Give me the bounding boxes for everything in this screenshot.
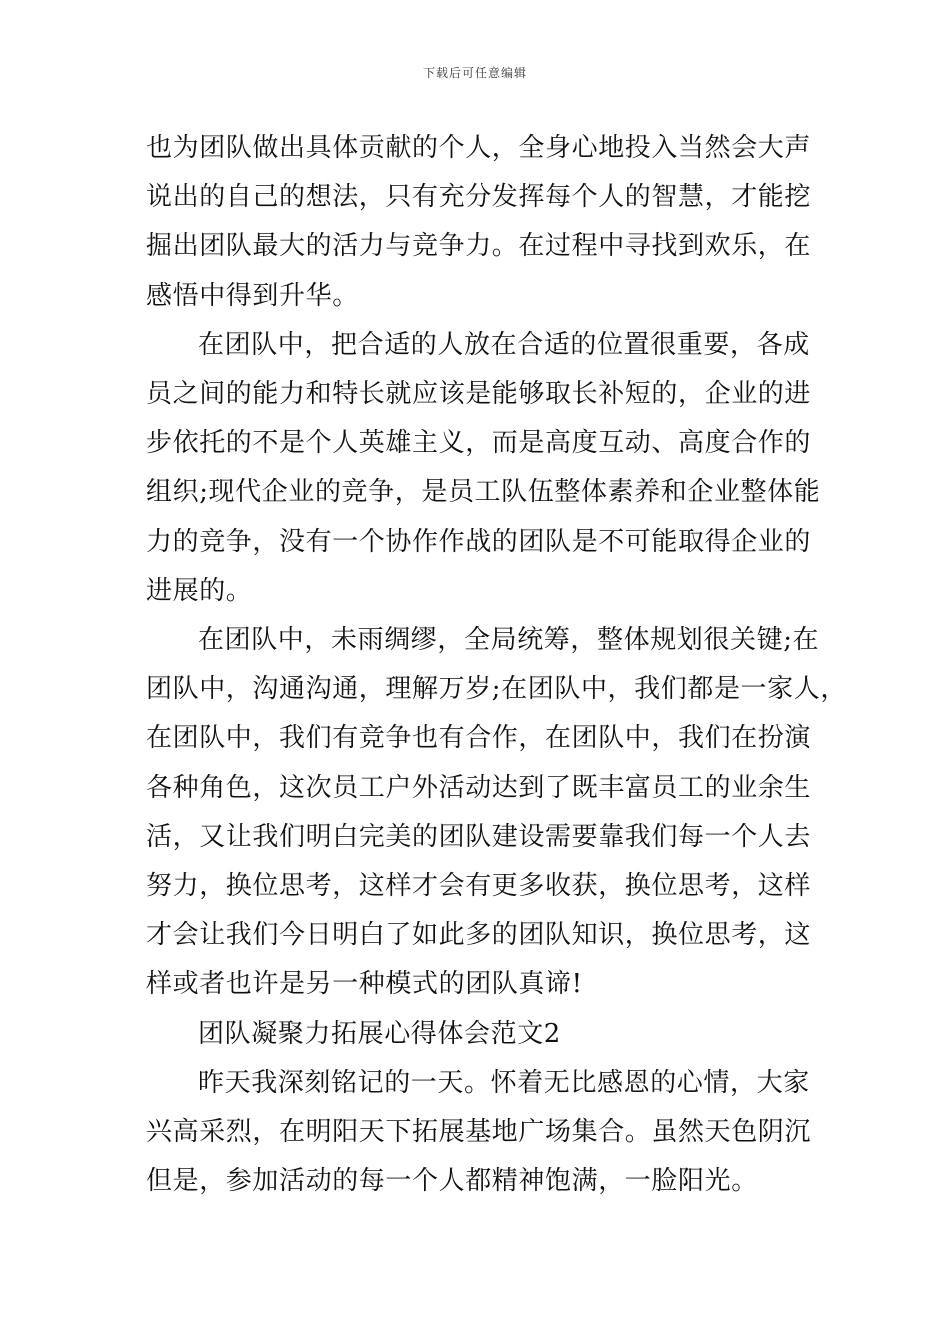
text-line: 在团队中，把合适的人放在合适的位置很重要，各成 <box>198 329 810 360</box>
text-line: 进展的。 <box>146 575 253 606</box>
text-line: 也为团队做出具体贡献的个人，全身心地投入当然会大声 <box>146 133 812 163</box>
text-line: 才会让我们今日明白了如此多的团队知识，换位思考，这 <box>146 920 812 951</box>
text-line: 在团队中，未雨绸缪，全局统筹，整体规划很关键;在 <box>198 625 820 656</box>
paragraph-yesterday <box>146 1059 818 1207</box>
text-line: 步依托的不是个人英雄主义，而是高度互动、高度合作的 <box>146 428 812 459</box>
text-line: 掘出团队最大的活力与竞争力。在过程中寻找到欢乐，在 <box>146 231 812 262</box>
text-line: 样或者也许是另一种模式的团队真谛! <box>146 969 583 1000</box>
page-header: 下载后可任意编辑 <box>422 66 527 80</box>
text-line: 兴高采烈，在明阳天下拓展基地广场集合。虽然天色阴沉 <box>146 1117 812 1148</box>
text-line: 活，又让我们明白完美的团队建设需要靠我们每一个人去 <box>146 821 812 852</box>
paragraph-continuation <box>146 124 818 321</box>
text-line: 组织;现代企业的竞争，是员工队伍整体素养和企业整体能 <box>146 477 821 508</box>
text-line: 团队中，沟通沟通，理解万岁;在团队中，我们都是一家人， <box>146 674 847 705</box>
text-line: 昨天我深刻铭记的一天。怀着无比感恩的心情，大家 <box>198 1067 810 1098</box>
document-body <box>146 124 847 1206</box>
text-line: 感悟中得到升华。 <box>146 280 359 311</box>
section-heading <box>146 1010 818 1059</box>
text-line: 力的竞争，没有一个协作作战的团队是不可能取得企业的 <box>146 526 812 557</box>
text-line: 各种角色，这次员工户外活动达到了既丰富员工的业余生 <box>146 772 812 803</box>
text-line: 说出的自己的想法，只有充分发挥每个人的智慧，才能挖 <box>146 182 812 213</box>
text-line: 努力，换位思考，这样才会有更多收获，换位思考，这样 <box>146 871 812 902</box>
paragraph-team-planning <box>146 616 847 1010</box>
text-line: 在团队中，我们有竞争也有合作，在团队中，我们在扮演 <box>146 723 812 754</box>
text-line: 员之间的能力和特长就应该是能够取长补短的，企业的进 <box>146 379 812 410</box>
text-line: 但是，参加活动的每一个人都精神饱满，一脸阳光。 <box>146 1166 758 1197</box>
heading-text: 团队凝聚力拓展心得体会范文2 <box>198 1018 561 1049</box>
paragraph-team-roles <box>146 321 821 616</box>
